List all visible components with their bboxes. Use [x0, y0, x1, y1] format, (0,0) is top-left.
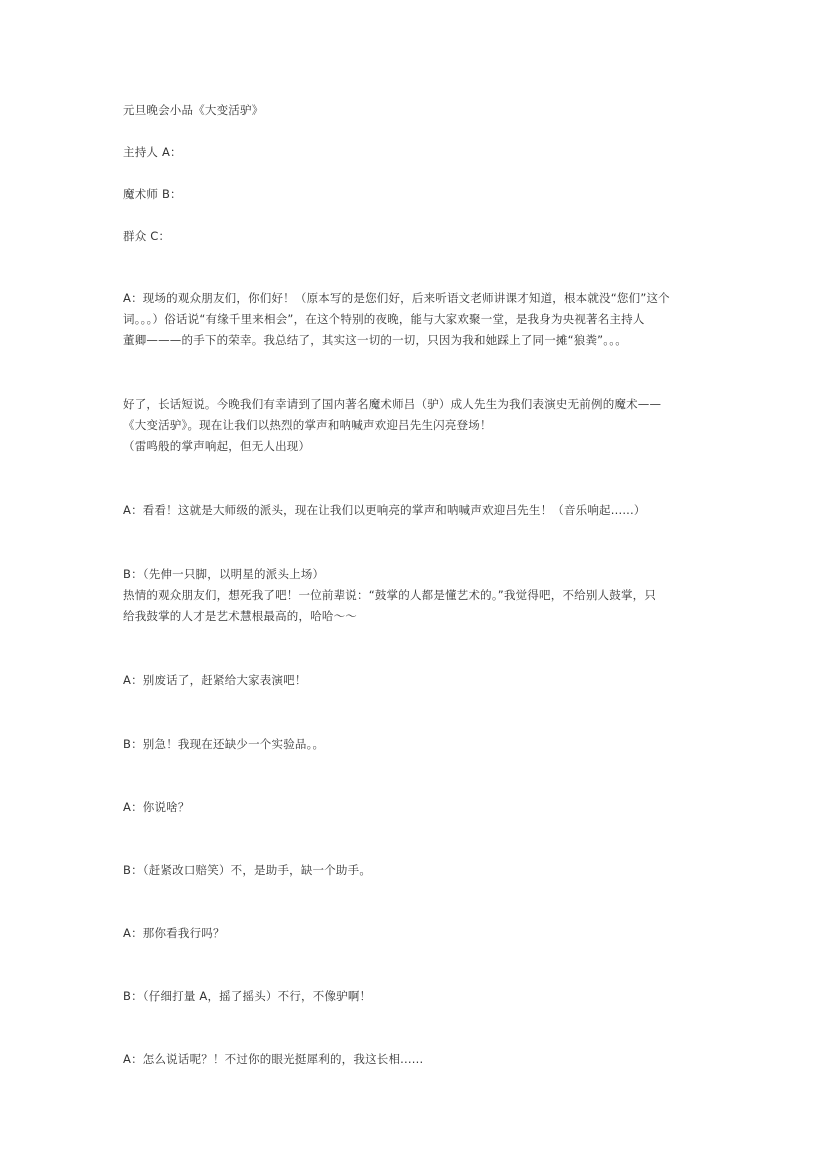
dialogue-line: 给我鼓掌的人才是艺术慧根最高的，哈哈～～	[123, 609, 357, 623]
role-magician: 魔术师 B：	[123, 187, 182, 201]
dialogue-line: A：你说啥？	[123, 800, 190, 814]
dialogue-line: A：怎么说话呢？！不过你的眼光挺犀利的，我这长相......	[123, 1052, 424, 1066]
role-host: 主持人 A：	[123, 145, 182, 159]
dialogue-line: A：那你看我行吗？	[123, 926, 225, 940]
dialogue-line: B：别急！我现在还缺少一个实验品。。	[123, 737, 325, 751]
dialogue-line: 热情的观众朋友们，想死我了吧！一位前辈说：“鼓掌的人都是懂艺术的。”我觉得吧，不给别人鼓掌，只	[123, 588, 657, 602]
dialogue-line: 《大变活驴》。现在让我们以热烈的掌声和呐喊声欢迎吕先生闪亮登场！	[123, 418, 492, 432]
role-audience: 群众 C：	[123, 229, 171, 243]
dialogue-line: A：现场的观众朋友们，你们好！（原本写的是您们好，后来听语文老师讲课才知道，根本就没“您们”这个	[123, 291, 670, 305]
stage-direction: （雷鸣般的掌声响起，但无人出现）	[123, 439, 311, 453]
dialogue-line: 好了，长话短说。今晚我们有幸请到了国内著名魔术师吕（驴）成人先生为我们表演史无前例的魔术——	[123, 397, 662, 411]
dialogue-line: 董卿———的手下的荣幸。我总结了，其实这一切的一切，只因为我和她踩上了同一摊“狼粪”。。。	[123, 333, 627, 347]
dialogue-line: A：看看！这就是大师级的派头，现在让我们以更响亮的掌声和呐喊声欢迎吕先生！（音乐响起......）	[123, 503, 646, 517]
dialogue-line: B：（赶紧改口赔笑）不，是助手，缺一个助手。	[123, 863, 372, 877]
dialogue-line: A：别废话了，赶紧给大家表演吧！	[123, 673, 307, 687]
dialogue-line: B：（仔细打量 A，摇了摇头）不行，不像驴啊！	[123, 989, 372, 1003]
dialogue-line: 词。。。）俗话说“有缘千里来相会”，在这个特别的夜晚，能与大家欢聚一堂，是我身为央视著名主持人	[123, 312, 645, 326]
dialogue-line: B：（先伸一只脚，以明星的派头上场）	[123, 567, 325, 581]
document-title: 元旦晚会小品《大变活驴》	[123, 103, 264, 117]
